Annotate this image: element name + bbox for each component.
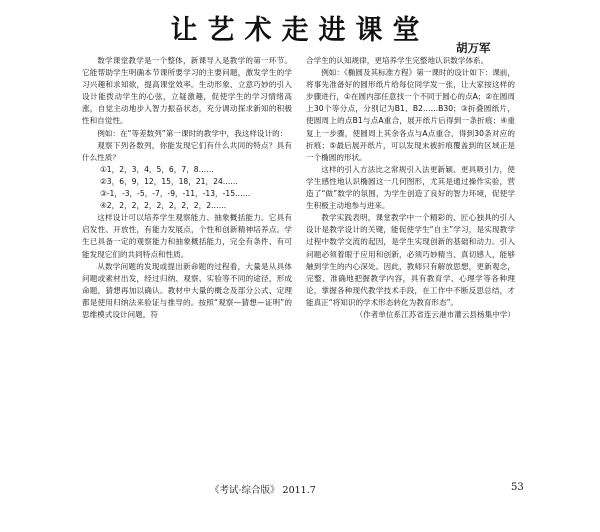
paragraph: 例如：《椭圆及其标准方程》第一课时的设计如下：课前，将事先准备好的圆形纸片给每位同学发一张，让大家按这样的步骤进行，①在圆内部任意找一个不同于圆心的点A；②在圆周上30个等分点，分别记为B1、B2……B30；③折叠圆纸片，使圆周上的点B1与点A重合，展开纸片后得到一条折痕；④重复上一步骤，使圆周上其余各点与A点重合，得到30条对应的折痕；⑤最后展开纸片，可以发现未被折痕覆盖到的区域正是一个椭圆的形状。	[306, 68, 515, 162]
author-name: 胡万军	[456, 41, 491, 55]
paragraph: 数学课堂教学是一个整体，新课导入是教学的第一环节。它能帮助学生明确本节课所要学习的主要问题，激发学生的学习兴趣和求知欲，提高课堂效率。生动形象、立意巧妙的引入设计能拨动学生的心弦，立疑激趣，促使学生的学习情绪高涨，自觉主动地步入智力振奋状态，充分调动探求新知的积极性和自觉性。	[82, 56, 292, 126]
article-title: 让艺术走进课堂	[170, 15, 430, 46]
author-affiliation: （作者单位系江苏省连云港市灌云县杨集中学）	[355, 309, 515, 319]
right-column	[306, 55, 515, 321]
list-item: ①1，2，3，4，5，6，7，8……	[100, 164, 214, 174]
list-item: ②3，6，9，12，15，18，21，24……	[100, 176, 238, 186]
paragraph: 这样设计可以培养学生观察能力、抽象概括能力。它具有启发性、开放性，有能力发展点，个性和创新精神培养点。学生已具备一定的观察能力和抽象概括能力，完全有条件、有可能发现它们的共同特点和性质。	[82, 213, 292, 259]
paragraph: 从数学问题的发现或提出新命题的过程看，大量是从具体问题或素材出发，经过归纳、观察、实验等不同的途径，形成命题，猜想再加以确认。教材中大量的概念及部分公式、定理都是使用归纳法来验证与推导的。按照“观察—猜想—证明”的思维模式设计问题，符	[82, 261, 292, 319]
paragraph: 例如：在“等差数列”第一课时的教学中，我这样设计的：	[97, 128, 288, 138]
paragraph: 这样的引入方法比之常规引入法更新颖、更具吸引力，使学生感性地认识椭圆这一几何图形，尤其是通过操作实验，营造了“做”数学的氛围，为学生创造了良好的智力环境，促使学生积极主动地参与进来。	[306, 164, 515, 211]
list-item: ④2，2，2，2，2，2，2，2，2……	[100, 201, 227, 211]
paragraph: 合学生的认知规律，更培养学生完整地认识数学体系。	[306, 56, 489, 65]
question-text: 观察下列各数列，你能发现它们有什么共同的特点？具有什么性质？	[82, 140, 292, 162]
list-item: ③-1，-3，-5，-7，-9，-11，-13，-15……	[100, 189, 251, 199]
journal-footer: 《考试·综合版》 2011.7	[210, 485, 316, 496]
page-number: 53	[511, 482, 524, 493]
sequence-list	[82, 164, 292, 212]
left-column	[82, 55, 292, 321]
paragraph: 教学实践表明，课堂教学中一个精彩的、匠心独具的引入设计是教学设计的关键，能促使学生“自主”学习，是实现教学过程中数学交流的起因，是学生实现创新的基础和动力。引入问题必须着眼于应用和创新，必须巧妙精当、真切感人，能够触到学生的内心深处。因此，教师只有解放思想，更新观念，完整、准确地把握教学内容，具有教育学、心理学等各种理论，掌握各种现代教学技术手段，在工作中不断反思总结，才能真正“将知识的学术形态转化为教育形态”。	[306, 213, 515, 307]
